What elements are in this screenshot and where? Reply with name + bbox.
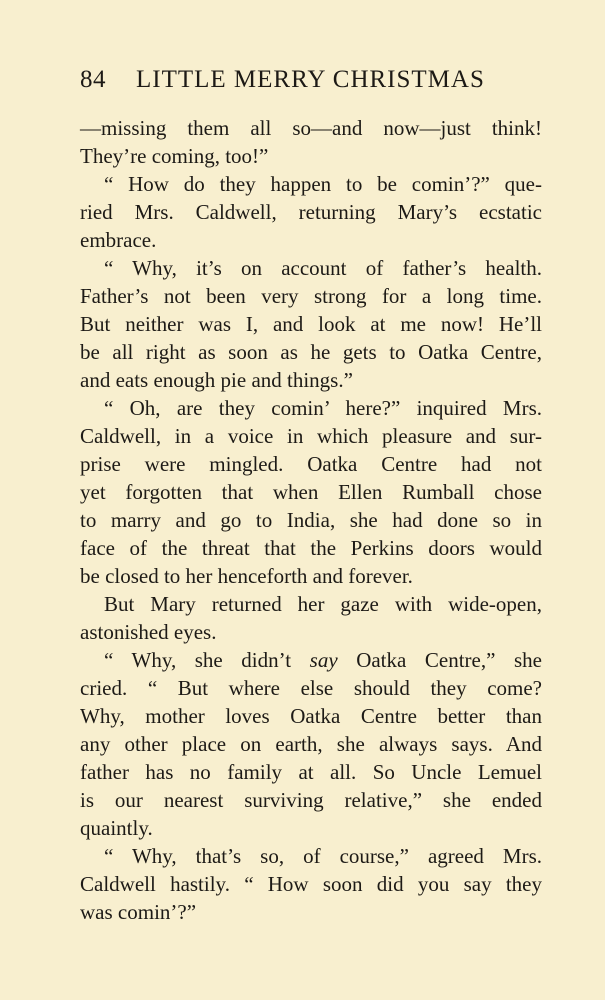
text-line-29: was comin’?” <box>80 900 197 924</box>
text-line-8: But neither was I, and look at me now! He’ll <box>80 312 542 336</box>
text-line-16: face of the threat that the Perkins doors would <box>80 536 542 560</box>
text-line-2: They’re coming, too!” <box>80 144 269 168</box>
text-line-11: “ Oh, are they comin’ here?” inquired Mrs. <box>104 396 542 420</box>
text-line-5: embrace. <box>80 228 157 252</box>
text-line-17: be closed to her henceforth and forever. <box>80 564 413 588</box>
text-line-25: is our nearest surviving relative,” she ended <box>80 788 542 812</box>
italic-emphasis: say <box>309 648 338 672</box>
line-20-start: “ Why, she didn’t <box>104 648 310 672</box>
text-line-6: “ Why, it’s on account of father’s health. <box>104 256 542 280</box>
page-number: 84 <box>80 66 106 93</box>
text-line-4: ried Mrs. Caldwell, returning Mary’s ecstatic <box>80 200 542 224</box>
line-20-end: Oatka Centre,” she <box>337 648 542 672</box>
text-line-9: be all right as soon as he gets to Oatka Centre, <box>80 340 542 364</box>
text-line-23: any other place on earth, she always says. And <box>80 732 542 756</box>
body-text <box>80 114 542 926</box>
text-line-28: Caldwell hastily. “ How soon did you say they <box>80 872 542 896</box>
text-line-22: Why, mother loves Oatka Centre better than <box>80 704 542 728</box>
text-line-20 <box>80 646 542 674</box>
text-line-15: to marry and go to India, she had done so in <box>80 508 542 532</box>
text-line-26: quaintly. <box>80 816 153 840</box>
text-line-18: But Mary returned her gaze with wide-open, <box>104 592 542 616</box>
text-line-13: prise were mingled. Oatka Centre had not <box>80 452 542 476</box>
text-line-10: and eats enough pie and things.” <box>80 368 353 392</box>
text-line-3: “ How do they happen to be comin’?” que- <box>104 172 542 196</box>
text-line-1: —missing them all so—and now—just think! <box>80 116 542 140</box>
text-line-7: Father’s not been very strong for a long time. <box>80 284 542 308</box>
text-line-21: cried. “ But where else should they come? <box>80 676 542 700</box>
text-line-14: yet forgotten that when Ellen Rumball chose <box>80 480 542 504</box>
text-line-24: father has no family at all. So Uncle Lemuel <box>80 760 542 784</box>
running-title: LITTLE MERRY CHRISTMAS <box>136 66 485 93</box>
page-header <box>80 66 542 102</box>
text-line-27: “ Why, that’s so, of course,” agreed Mrs. <box>104 844 542 868</box>
text-line-19: astonished eyes. <box>80 620 217 644</box>
text-line-12: Caldwell, in a voice in which pleasure and sur- <box>80 424 542 448</box>
